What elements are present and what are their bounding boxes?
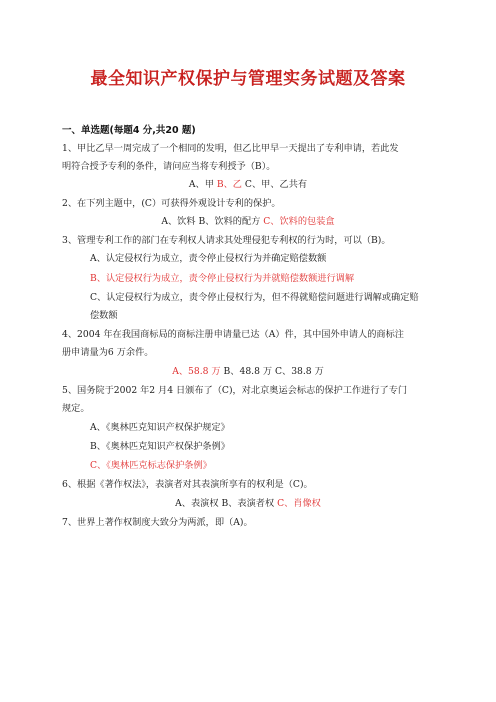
question-6-options [0,497,496,510]
q1-option-b-answer: B、乙 [216,179,242,190]
q6-option-c-answer: C、肖像权 [277,498,321,509]
q3-option-c-cont: 偿数额 [90,310,118,321]
question-1-options [0,178,496,191]
q4-option-a-answer: A、58.8 万 [172,366,221,377]
question-3-text: 3、管理专利工作的部门在专利权人请求其处理侵犯专利权的行为时，可以（B)。 [62,235,391,246]
q1-option-a: A、甲 [188,179,214,190]
question-5-text-cont: 规定。 [62,403,90,414]
q3-option-a: A、认定侵权行为成立，责令停止侵权行为并确定赔偿数额 [90,253,327,264]
q3-option-b-answer: B、认定侵权行为成立，责令停止侵权行为并就赔偿数额进行调解 [90,273,355,284]
q5-option-b: B、《奥林匹克知识产权保护条例》 [90,441,230,452]
section-heading: 一、单选题(每题4 分,共20 题) [62,125,196,136]
question-1-text: 1、甲比乙早一周完成了一个相同的发明，但乙比甲早一天提出了专利申请，若此发 [62,143,399,154]
q3-option-c: C、认定侵权行为成立，责令停止侵权行为，但不得就赔偿问题进行调解或确定赔 [90,292,419,303]
question-5-text: 5、国务院于2002 年2 月4 日颁布了（C)，对北京奥运会标志的保护工作进行了专门 [62,385,408,396]
q5-option-c-answer: C、《奥林匹克标志保护条例》 [90,460,212,471]
document-title: 最全知识产权保护与管理实务试题及答案 [90,69,406,89]
question-7-text: 7、世界上著作权制度大致分为两派，即（A)。 [62,517,253,528]
q5-option-a: A、《奥林匹克知识产权保护规定》 [90,422,230,433]
question-1-text-cont: 明符合授予专利的条件，请问应当将专利授予（B）。 [62,161,276,172]
q4-option-bc: B、48.8 万 C、38.8 万 [223,366,324,377]
question-2-options [0,215,496,228]
q6-option-ab: A、表演权 B、表演者权 [175,498,275,509]
question-4-text-cont: 册申请量为6 万余件。 [62,347,154,358]
question-4-text: 4、2004 年在我国商标局的商标注册申请量已达（A）件，其中国外申请人的商标注 [62,329,404,340]
q2-option-ab: A、饮料 B、饮料的配方 [161,216,261,227]
question-2-text: 2、在下列主题中，(C）可获得外观设计专利的保护。 [62,198,281,209]
question-6-text: 6、根据《著作权法》，表演者对其表演所享有的权利是（C)。 [62,479,313,490]
q1-option-c: C、甲、乙共有 [244,179,308,190]
question-4-options [0,365,496,378]
q2-option-c-answer: C、饮料的包装盒 [263,216,335,227]
